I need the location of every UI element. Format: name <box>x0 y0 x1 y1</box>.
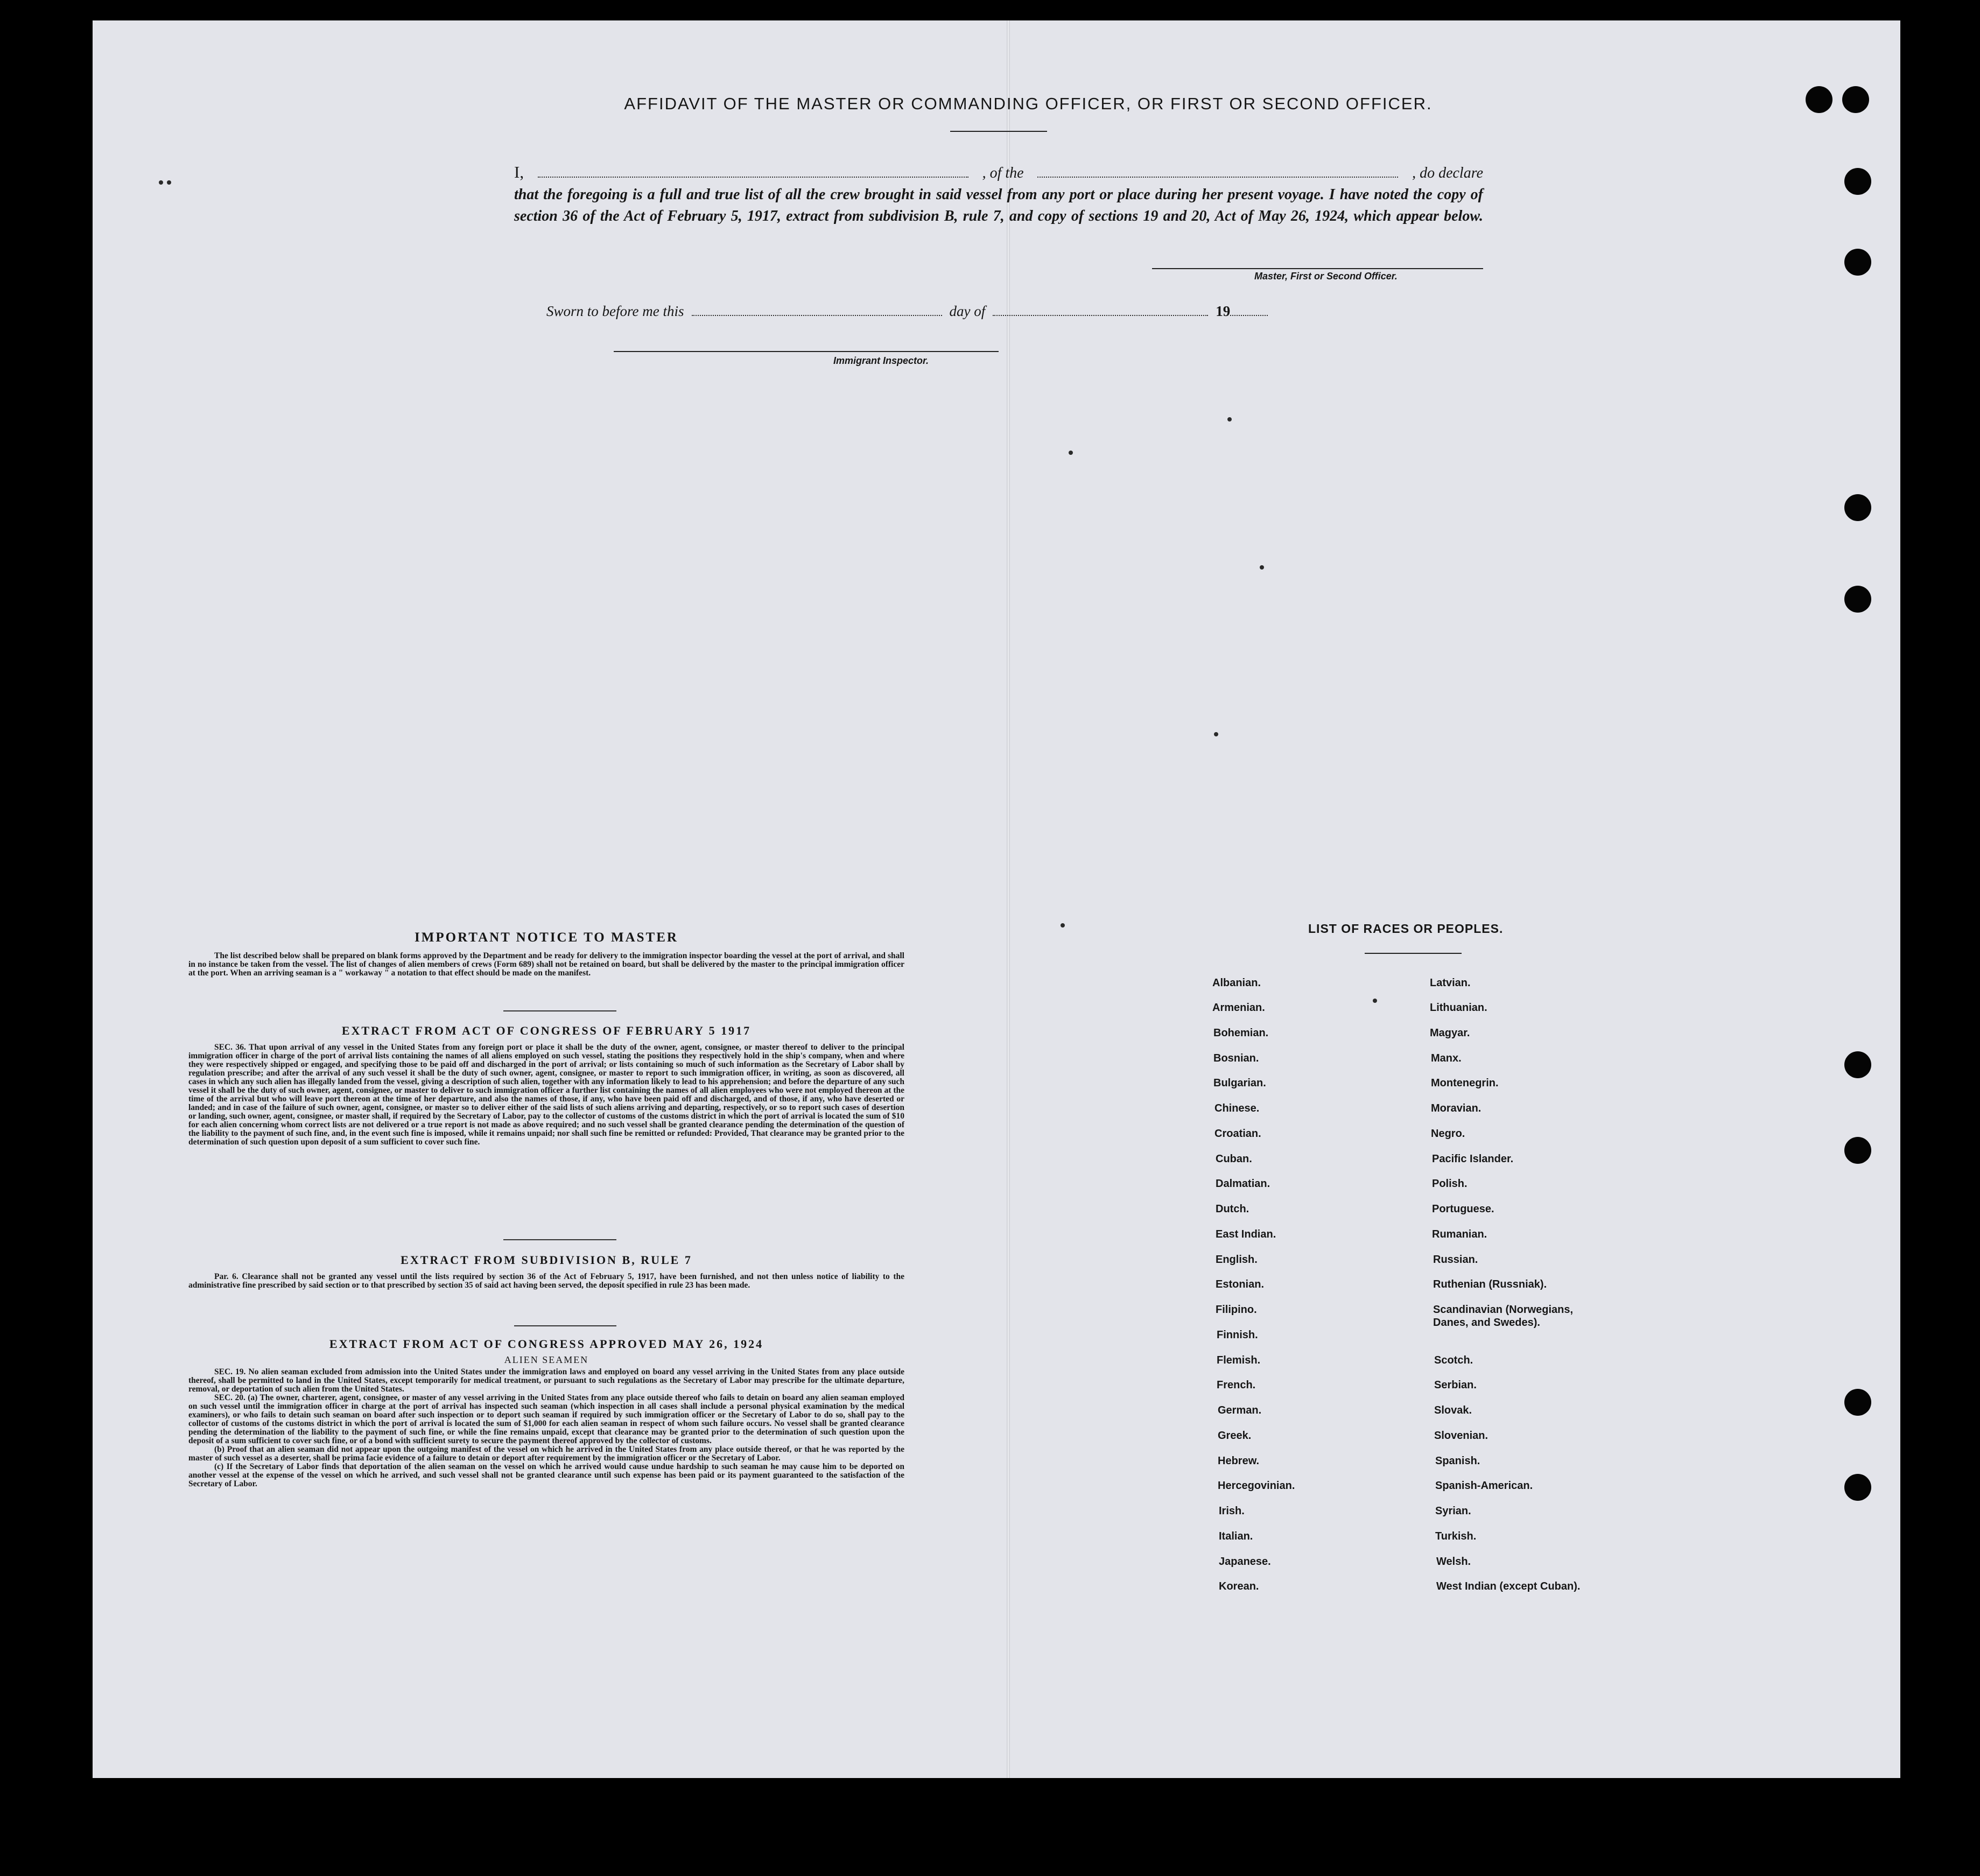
race-right-13: Scandinavian (Norwegians, Danes, and Swedes). <box>1433 1304 1574 1329</box>
signature-label: Master, First or Second Officer. <box>1254 271 1398 282</box>
sworn-line <box>546 303 1268 320</box>
master-name-field[interactable] <box>538 177 968 178</box>
day-of-label: day of <box>949 303 986 319</box>
race-left-14: Finnish. <box>1217 1329 1258 1341</box>
of-the-label: , of the <box>982 165 1024 181</box>
punch-hole <box>1844 168 1871 195</box>
race-left-0: Albanian. <box>1212 977 1261 989</box>
punch-hole <box>1844 1137 1871 1164</box>
sec-20b-text: (b) Proof that an alien seaman did not appear upon the outgoing manifest of the vessel on which he arrived in the United States from any place outside thereof, or that he was reported by the master of such vessel as a deserter, shall be prima facie evidence of a failure to detain or deport after requirement by the immigration officer or the Secretary of Labor. <box>188 1445 904 1463</box>
race-left-24: Korean. <box>1219 1580 1259 1592</box>
race-right-7: Pacific Islander. <box>1432 1153 1514 1165</box>
race-right-4: Montenegrin. <box>1431 1077 1499 1089</box>
race-right-21: Turkish. <box>1435 1530 1477 1542</box>
punch-hole <box>1844 586 1871 613</box>
notice-title: IMPORTANT NOTICE TO MASTER <box>415 930 678 945</box>
punch-hole <box>1844 494 1871 521</box>
do-declare-label: , do declare <box>1412 165 1483 181</box>
race-right-12: Ruthenian (Russniak). <box>1433 1278 1547 1290</box>
race-right-19: Spanish-American. <box>1435 1480 1533 1492</box>
signature-line[interactable] <box>1152 268 1483 269</box>
title-underline <box>950 131 1047 132</box>
races-title: LIST OF RACES OR PEOPLES. <box>1308 922 1504 936</box>
race-right-9: Portuguese. <box>1432 1203 1494 1215</box>
race-left-13: Filipino. <box>1216 1304 1257 1316</box>
act-1917-text: SEC. 36. That upon arrival of any vessel in the United States from any foreign port or place it shall be the duty of the owner, agent, consignee, or master thereof to deliver to the principal immigration officer in charge of the port of arrival lists containing the names of all aliens employed on such vessel, stating the positions they respectively hold in the ship's company, when and where they were respectively shipped or engaged, and specifying those to be paid off and discharged in the port of arrival; or lists containing so much of such information as the Secretary of Labor shall by regulation prescribe; and after the arrival of any such vessel it shall be the duty of such owner, agent, consignee, or master to report to such immigration officer, in writing, as soon as discovered, all cases in which any such alien has illegally landed from the vessel, giving a description of such alien, together with any information likely to lead to his apprehension; and before the departure of any such vessel it shall be the duty of such owner, agent, consignee, or master to deliver to such immigration officer a further list containing the names of all alien employees who were not employed thereon at the time of the arrival but who will leave port thereon at the time of her departure, and also the names of those, if any, who have been paid off and discharged, and of those, if any, who have deserted or landed; and in case of the failure of such owner, agent, consignee, or master so to deliver either of the said lists of such aliens arriving and departing, respectively, or so to report such cases of desertion or landing, such owner, agent, consignee, or master shall, if required by the Secretary of Labor, pay to the collector of customs of the customs district in which the port of arrival is located the sum of $10 for each alien concerning whom correct lists are not delivered or a true report is not made as above required; and no such vessel shall be granted clearance pending the determination of the question of the liability to the payment of such fine, and, in the event such fine is imposed, while it remains unpaid; nor shall such fine be remitted or refunded: Provided, That clearance may be granted prior to the determination of such question upon deposit of a sum sufficient to cover such fine. <box>188 1043 904 1147</box>
race-right-2: Magyar. <box>1430 1027 1470 1039</box>
notice-text: The list described below shall be prepared on blank forms approved by the Department and be ready for delivery to the immigration inspector boarding the vessel at the port of arrival, and shall in no instance be taken from the vessel. The list of changes of alien members of crews (Form 689) shall not be retained on board, but shall be delivered by the master to the principal immigration officer at the port. When an arriving seaman is a " workaway " a notation to that effect should be made on the manifest. <box>188 951 904 978</box>
race-left-18: Greek. <box>1218 1430 1252 1442</box>
race-left-22: Italian. <box>1219 1530 1253 1542</box>
race-right-10: Rumanian. <box>1432 1228 1487 1240</box>
punch-hole <box>1842 86 1869 113</box>
punch-hole <box>1844 1051 1871 1078</box>
race-right-8: Polish. <box>1432 1178 1468 1190</box>
race-left-5: Chinese. <box>1214 1102 1260 1114</box>
race-right-22: Welsh. <box>1436 1556 1471 1568</box>
race-left-4: Bulgarian. <box>1213 1077 1266 1089</box>
race-left-19: Hebrew. <box>1218 1455 1260 1467</box>
inspector-signature-line[interactable] <box>614 351 999 352</box>
sec-20a-text: SEC. 20. (a) The owner, charterer, agent, consignee, or master of any vessel arriving in the United States from any place outside thereof who fails to detain on board any alien seaman employed on such vessel until the immigration officer in charge at the port of arrival has inspected such seaman (which inspection in all cases shall include a personal physical examination by the medical examiners), or who fails to detain such seaman on board after such inspection or to deport such seaman if required by such immigration officer or the Secretary of Labor to do so, shall pay to the collector of customs of the customs district in which the port of arrival is located the sum of $1,000 for each alien seaman in respect of whom such failure occurs. No vessel shall be granted clearance pending the determination of the liability to the payment of such fine, or while the fine remains unpaid, except that clearance may be granted prior to the determination of such question upon the deposit of a sum sufficient to cover such fine, or of a bond with sufficient surety to secure the payment thereof approved by the collector of customs. <box>188 1393 904 1445</box>
act-1917-title: EXTRACT FROM ACT OF CONGRESS OF FEBRUARY 5 1917 <box>341 1024 752 1037</box>
race-right-16: Slovak. <box>1434 1404 1472 1416</box>
race-right-17: Slovenian. <box>1434 1430 1488 1442</box>
scan-speck <box>1061 923 1065 928</box>
affidavit-body: that the foregoing is a full and true list of all the crew brought in said vessel from any port or place during her present voyage. I have noted the copy of section 36 of the Act of February 5, 1917, extract from subdivision B, rule 7, and copy of sections 19 and 20, Act of May 26, 1924, which appear below. <box>514 186 1483 224</box>
race-left-15: Flemish. <box>1217 1354 1261 1366</box>
race-left-1: Armenian. <box>1212 1002 1265 1014</box>
race-left-11: English. <box>1216 1254 1258 1266</box>
race-right-5: Moravian. <box>1431 1102 1482 1114</box>
important-notice <box>188 930 904 978</box>
i-label: I, <box>514 163 524 181</box>
sworn-year-field[interactable] <box>1230 315 1268 316</box>
punch-hole <box>1844 1474 1871 1501</box>
scan-speck <box>167 180 171 185</box>
vessel-name-field[interactable] <box>1037 177 1398 178</box>
race-right-6: Negro. <box>1431 1128 1465 1140</box>
race-left-21: Irish. <box>1219 1505 1245 1517</box>
rule-7-text: Par. 6. Clearance shall not be granted any vessel until the lists required by section 36 of the Act of February 5, 1917, have been furnished, and not then unless notice of liability to the administrative fine prescribed by said section or to that prescribed by section 35 of said act having been served, the deposit specified in rule 23 has been made. <box>188 1272 904 1290</box>
scan-speck <box>1214 732 1218 736</box>
race-left-8: Dalmatian. <box>1216 1178 1270 1190</box>
affidavit-title: AFFIDAVIT OF THE MASTER OR COMMANDING OFFICER, OR FIRST OR SECOND OFFICER. <box>624 94 1433 113</box>
scan-speck <box>159 180 163 185</box>
race-left-10: East Indian. <box>1216 1228 1276 1240</box>
punch-hole <box>1844 249 1871 276</box>
race-right-14: Scotch. <box>1434 1354 1473 1366</box>
affidavit-declaration <box>514 161 1483 227</box>
act-1924-section <box>188 1337 904 1488</box>
scan-speck <box>1373 999 1377 1003</box>
act-1917-section <box>188 1024 904 1147</box>
sec-20c-text: (c) If the Secretary of Labor finds that deportation of the alien seaman on the vessel on which he arrived would cause undue hardship to such seaman he may cause him to be deported on another vessel at the expense of the vessel on which he arrived, and such vessel shall not be granted clearance until such expense has been paid or its payment guaranteed to the satisfaction of the Secretary of Labor. <box>188 1462 904 1488</box>
section-divider <box>503 1010 616 1011</box>
race-right-23: West Indian (except Cuban). <box>1436 1580 1581 1592</box>
inspector-label: Immigrant Inspector. <box>833 355 929 366</box>
sworn-month-field[interactable] <box>993 315 1208 316</box>
race-left-12: Estonian. <box>1216 1278 1265 1290</box>
scan-speck <box>1069 451 1073 455</box>
sworn-day-field[interactable] <box>692 315 942 316</box>
punch-hole <box>1806 86 1832 113</box>
rule-7-title: EXTRACT FROM SUBDIVISION B, RULE 7 <box>401 1253 692 1267</box>
race-left-17: German. <box>1218 1404 1262 1416</box>
race-left-9: Dutch. <box>1216 1203 1249 1215</box>
race-right-11: Russian. <box>1433 1254 1478 1266</box>
alien-seamen-subtitle: ALIEN SEAMEN <box>504 1354 589 1365</box>
race-left-7: Cuban. <box>1216 1153 1252 1165</box>
race-right-18: Spanish. <box>1435 1455 1480 1467</box>
race-right-15: Serbian. <box>1434 1379 1477 1391</box>
scan-speck <box>1227 417 1232 421</box>
race-right-3: Manx. <box>1431 1052 1462 1064</box>
sec-19-text: SEC. 19. No alien seaman excluded from admission into the United States under the immigration laws and employed on board any vessel arriving in the United States from any place outside thereof, shall be permitted to land in the United States, except temporarily for medical treatment, or pursuant to such regulations as the Secretary of Labor may prescribe for the ultimate departure, removal, or deportation of such alien from the United States. <box>188 1367 904 1394</box>
race-left-23: Japanese. <box>1219 1556 1271 1568</box>
section-divider <box>514 1325 616 1326</box>
race-right-1: Lithuanian. <box>1430 1002 1487 1014</box>
rule-7-section <box>188 1253 904 1290</box>
race-left-3: Bosnian. <box>1213 1052 1259 1064</box>
scan-speck <box>1260 565 1264 570</box>
sworn-label: Sworn to before me this <box>546 303 684 319</box>
act-1924-title: EXTRACT FROM ACT OF CONGRESS APPROVED MAY 26, 1924 <box>329 1337 764 1351</box>
year-prefix: 19 <box>1216 303 1231 319</box>
race-left-20: Hercegovinian. <box>1218 1480 1295 1492</box>
race-left-6: Croatian. <box>1214 1128 1261 1140</box>
section-divider <box>503 1239 616 1240</box>
page-fold <box>1007 20 1010 1778</box>
race-right-20: Syrian. <box>1435 1505 1471 1517</box>
punch-hole <box>1844 1389 1871 1416</box>
document-sheet <box>93 20 1900 1778</box>
race-left-16: French. <box>1217 1379 1256 1391</box>
race-right-0: Latvian. <box>1430 977 1471 989</box>
race-left-2: Bohemian. <box>1213 1027 1269 1039</box>
races-title-underline <box>1365 953 1462 954</box>
